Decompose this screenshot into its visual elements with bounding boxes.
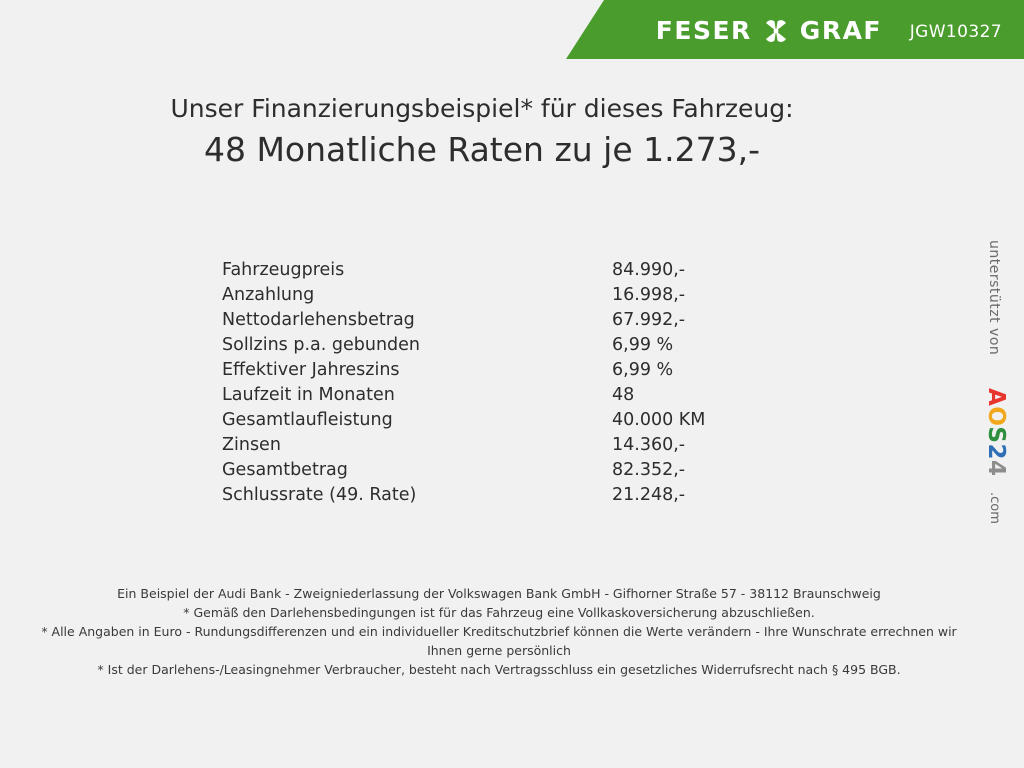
brand-name-second: GRAF [799,16,882,45]
row-label: Nettodarlehensbetrag [222,310,415,330]
row-value: 6,99 % [612,360,674,380]
row-value: 6,99 % [612,335,674,355]
table-row [222,383,832,408]
page-title: Unser Finanzierungsbeispiel* für dieses Fahrzeug: [170,94,794,123]
supported-by-label: unterstützt von [986,240,1002,356]
footnotes [34,584,964,679]
table-row [222,433,832,458]
row-label: Schlussrate (49. Rate) [222,485,417,505]
table-row [222,333,832,358]
supported-by-block [984,240,1018,540]
page-subtitle: 48 Monatliche Raten zu je 1.273,- [203,130,761,169]
title-block [0,92,964,172]
aos24-letter: A [983,388,1009,407]
clover-mark-icon [763,18,789,44]
row-label: Zinsen [222,435,281,455]
row-value: 84.990,- [612,260,686,280]
table-row [222,258,832,283]
finance-details-table [222,258,832,508]
table-row [222,483,832,508]
footnote-line: * Ist der Darlehens-/Leasingnehmer Verbraucher, besteht nach Vertragsschluss ein gesetzliches Widerrufsrecht nach § 495 BGB. [97,662,901,677]
row-value: 82.352,- [612,460,686,480]
row-value: 40.000 KM [612,410,706,430]
row-label: Gesamtbetrag [222,460,348,480]
footnote-line: * Alle Angaben in Euro - Rundungsdifferenzen und ein individueller Kreditschutzbrief können die Werte verändern - Ihre Wunschrate errechnen wir Ihnen gerne persönlich [41,624,957,658]
table-row [222,283,832,308]
row-value: 16.998,- [612,285,686,305]
row-label: Laufzeit in Monaten [222,385,395,405]
row-label: Effektiver Jahreszins [222,360,400,380]
row-value: 21.248,- [612,485,686,505]
table-row [222,458,832,483]
row-value: 48 [612,385,635,405]
footnote-line: Ein Beispiel der Audi Bank - Zweigniederlassung der Volkswagen Bank GmbH - Gifhorner Straße 57 - 38112 Braunschweig [117,586,881,601]
row-value: 14.360,- [612,435,686,455]
table-row [222,308,832,333]
brand-name-first: FESER [655,16,752,45]
row-value: 67.992,- [612,310,686,330]
aos24-logo [984,388,1007,476]
table-row [222,408,832,433]
aos24-letter: 2 [983,443,1009,460]
row-label: Gesamtlaufleistung [222,410,393,430]
dealer-id: JGW10327 [909,22,1002,42]
footnote-line: * Gemäß den Darlehensbedingungen ist für das Fahrzeug eine Vollkaskoversicherung abzuschließen. [183,605,815,620]
aos24-letter: 4 [983,459,1009,477]
row-label: Anzahlung [222,285,315,305]
page-header [0,0,1024,59]
row-label: Sollzins p.a. gebunden [222,335,421,355]
dealer-logo [656,16,882,45]
aos24-domain-suffix: .com [987,492,1002,524]
row-label: Fahrzeugpreis [222,260,345,280]
table-row [222,358,832,383]
aos24-letter: S [983,426,1009,444]
aos24-letter: O [983,406,1009,427]
